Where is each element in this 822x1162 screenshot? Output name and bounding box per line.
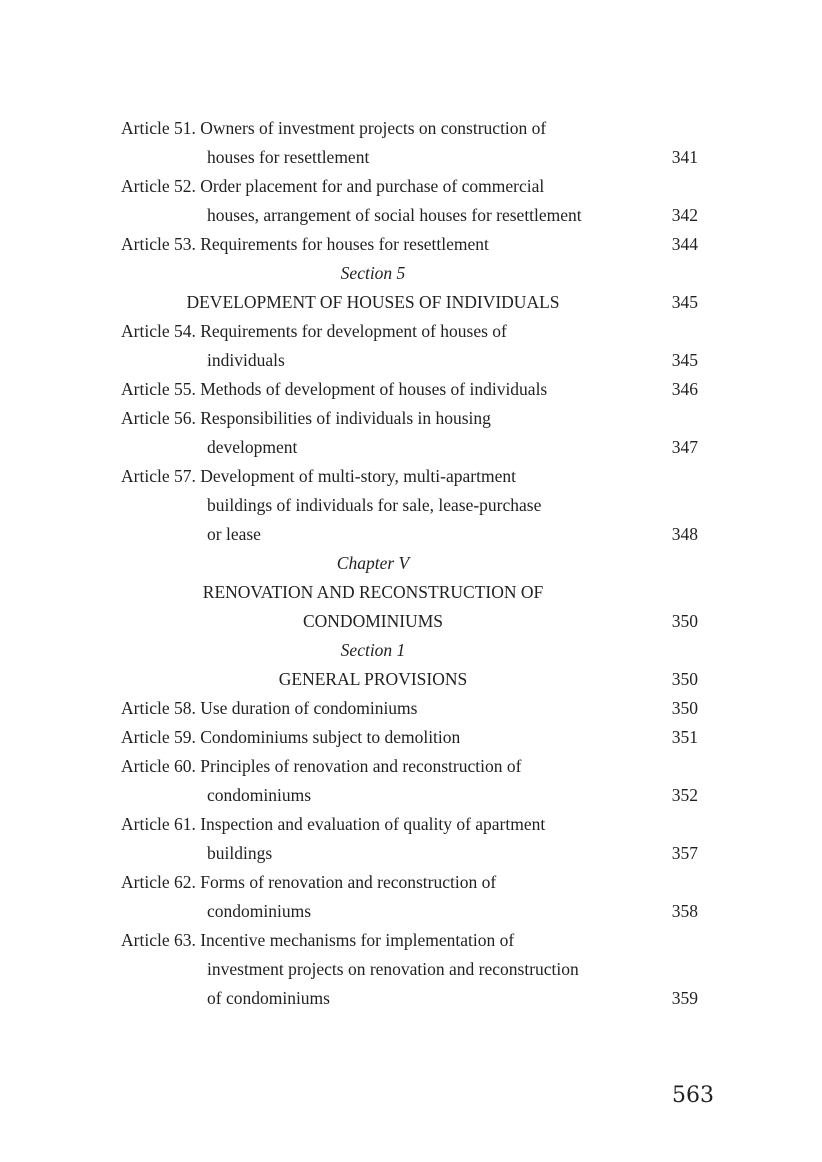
toc-entry-text: Article 56. Responsibilities of individuals in housing (121, 408, 491, 428)
toc-entry-text: Article 62. Forms of renovation and reconstruction of (121, 872, 497, 892)
toc-line (121, 375, 701, 404)
toc-page-number: 345 (671, 292, 698, 312)
toc-line (121, 636, 701, 665)
toc-entry-text: Article 63. Incentive mechanisms for implementation of (121, 930, 515, 950)
toc-entry-text: investment projects on renovation and reconstruction (207, 959, 579, 979)
toc-line (121, 868, 701, 897)
toc-entry-article (121, 230, 701, 259)
toc-page-number: 346 (671, 379, 698, 399)
toc-entry-text: Article 55. Methods of development of houses of individuals (121, 379, 548, 399)
toc-page-number: 344 (671, 234, 698, 254)
toc-line (121, 404, 701, 433)
toc-entry-text: condominiums (207, 901, 312, 921)
toc-entry-text: Article 61. Inspection and evaluation of quality of apartment (121, 814, 546, 834)
toc-page-number: 351 (671, 727, 698, 747)
toc-entry-text: Article 59. Condominiums subject to demolition (121, 727, 461, 747)
toc-page-number: 347 (671, 437, 698, 457)
toc-entry-text: buildings (207, 843, 273, 863)
toc-line (121, 955, 701, 984)
toc-line (121, 578, 701, 607)
toc-page-number: 350 (671, 611, 698, 631)
toc-entry-article (121, 317, 701, 375)
toc-entry-article (121, 723, 701, 752)
toc-page-number: 345 (671, 350, 698, 370)
toc-line (121, 346, 701, 375)
toc-entry-text: Article 51. Owners of investment projects on construction of (121, 118, 547, 138)
toc-line (121, 259, 701, 288)
toc-line (121, 607, 701, 636)
toc-entry-article (121, 462, 701, 549)
toc-entry-text: Section 5 (340, 263, 406, 283)
toc-line (121, 288, 701, 317)
toc-entry-article (121, 752, 701, 810)
toc-entry-text: Article 58. Use duration of condominiums (121, 698, 418, 718)
toc-page-number: 358 (671, 901, 698, 921)
toc-entry-text: houses, arrangement of social houses for resettlement (207, 205, 582, 225)
toc-line (121, 433, 701, 462)
toc-page-number: 341 (671, 147, 698, 167)
toc-entry-title (121, 288, 701, 317)
toc-entry-text: Article 57. Development of multi-story, multi-apartment (121, 466, 516, 486)
toc-line (121, 926, 701, 955)
toc-line (121, 317, 701, 346)
toc-entry-text: development (207, 437, 298, 457)
toc-entry-heading (121, 549, 701, 578)
toc-entry-text: condominiums (207, 785, 312, 805)
toc-line (121, 201, 701, 230)
toc-entry-title (121, 578, 701, 636)
toc-line (121, 462, 701, 491)
toc-page-number: 350 (671, 698, 698, 718)
toc-line (121, 723, 701, 752)
toc-line (121, 114, 701, 143)
toc-entry-heading (121, 636, 701, 665)
toc-line (121, 665, 701, 694)
toc-line (121, 491, 701, 520)
toc-entry-article (121, 926, 701, 1013)
toc-entry-text: Chapter V (336, 553, 410, 573)
toc-entry-text: buildings of individuals for sale, lease-purchase (207, 495, 542, 515)
toc-line (121, 897, 701, 926)
toc-page-number: 348 (671, 524, 698, 544)
toc-entry-title (121, 665, 701, 694)
toc-entry-heading (121, 259, 701, 288)
toc-line (121, 752, 701, 781)
toc-page-number: 352 (671, 785, 698, 805)
toc-entry-text: of condominiums (207, 988, 330, 1008)
toc-entry-article (121, 694, 701, 723)
toc-page-number: 350 (671, 669, 698, 689)
toc-entry-article (121, 375, 701, 404)
toc-line (121, 694, 701, 723)
toc-entry-text: GENERAL PROVISIONS (278, 669, 468, 689)
toc-line (121, 143, 701, 172)
page-number: 563 (672, 1083, 714, 1108)
toc-line (121, 984, 701, 1013)
toc-entry-text: houses for resettlement (207, 147, 370, 167)
toc-page-number: 342 (671, 205, 698, 225)
toc-line (121, 549, 701, 578)
toc-entry-text: or lease (207, 524, 261, 544)
toc-entry-article (121, 810, 701, 868)
toc-entry-text: Article 60. Principles of renovation and reconstruction of (121, 756, 522, 776)
toc-entry-text: Article 52. Order placement for and purchase of commercial (121, 176, 545, 196)
toc-entry-text: DEVELOPMENT OF HOUSES OF INDIVIDUALS (186, 292, 560, 312)
toc-page-number: 357 (671, 843, 698, 863)
toc-entry-text: Article 54. Requirements for development of houses of (121, 321, 507, 341)
toc-entry-article (121, 868, 701, 926)
toc-line (121, 810, 701, 839)
toc-entry-article (121, 172, 701, 230)
toc-line (121, 520, 701, 549)
toc-entry-text: Section 1 (340, 640, 406, 660)
toc-line (121, 230, 701, 259)
toc-entry-text: CONDOMINIUMS (302, 611, 443, 631)
toc-entry-text: individuals (207, 350, 285, 370)
toc-entry-article (121, 114, 701, 172)
toc-line (121, 781, 701, 810)
toc-line (121, 839, 701, 868)
toc-entry-text: Article 53. Requirements for houses for resettlement (121, 234, 489, 254)
toc-entry-text: RENOVATION AND RECONSTRUCTION OF (202, 582, 544, 602)
toc-entry-article (121, 404, 701, 462)
toc-page-number: 359 (671, 988, 698, 1008)
table-of-contents (121, 114, 701, 1013)
toc-line (121, 172, 701, 201)
